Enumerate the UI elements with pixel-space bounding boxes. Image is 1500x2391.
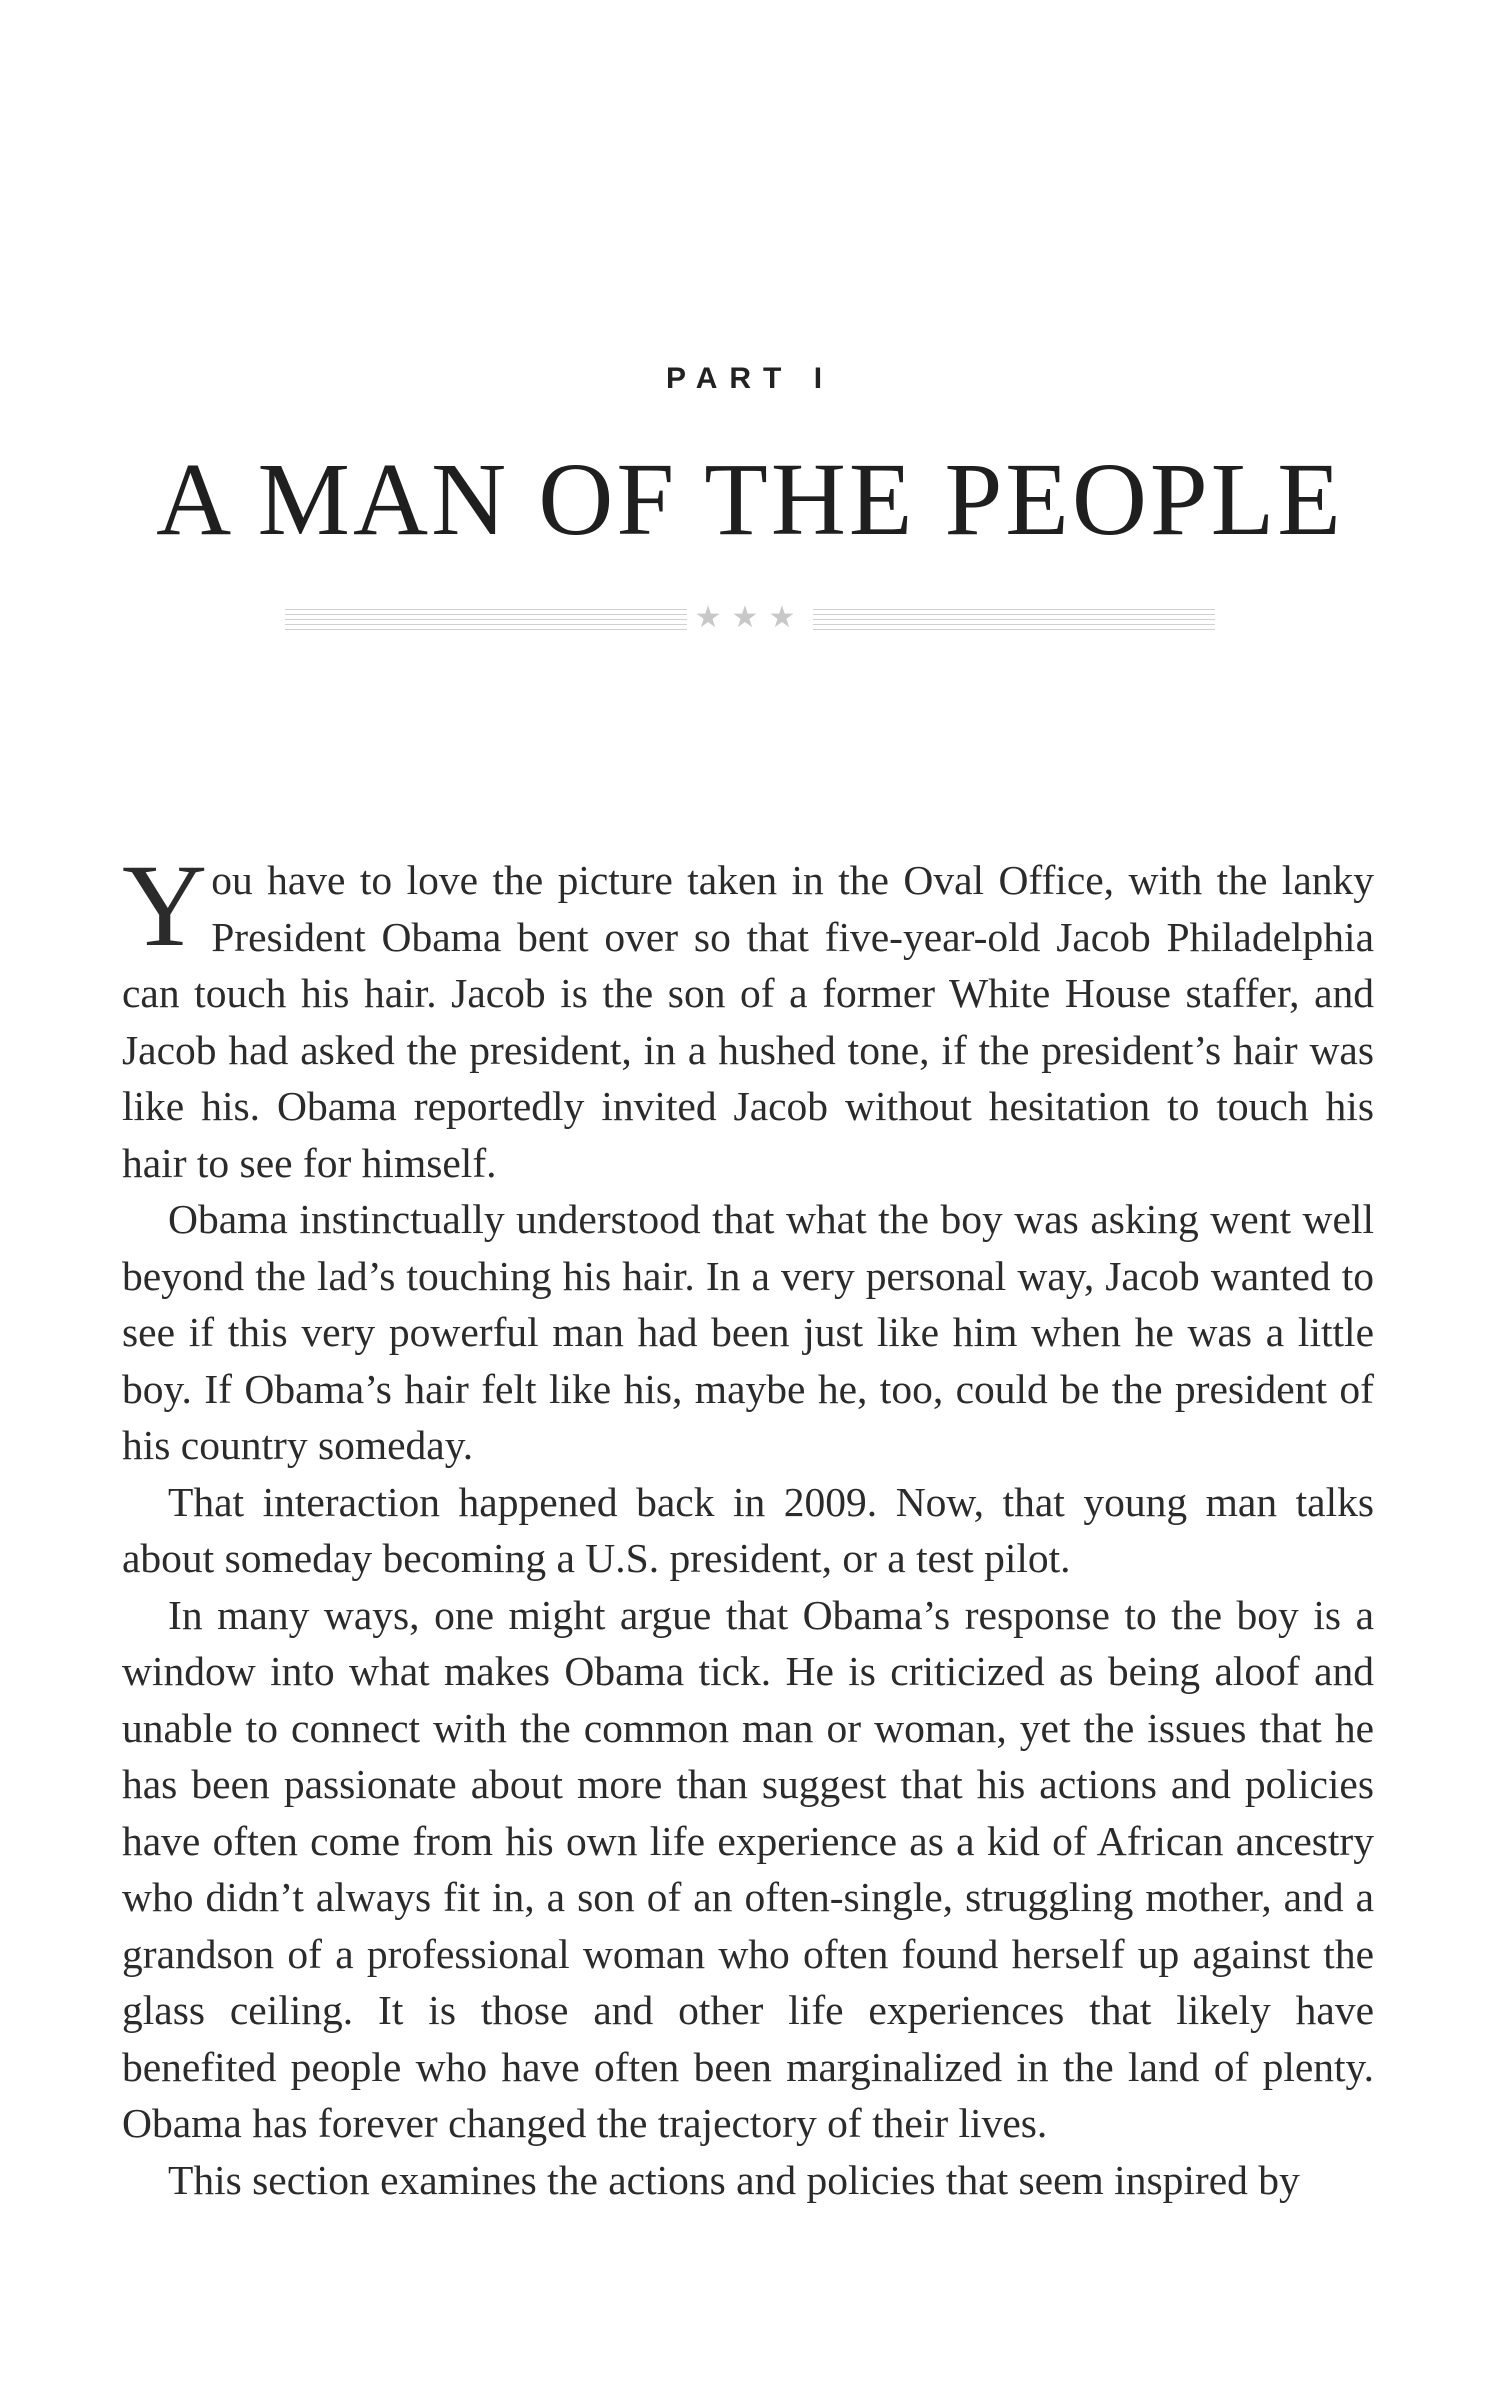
paragraph: Obama instinctually understood that what the boy was asking went well beyond the lad’s touching his hair. In a very personal way, Jacob wanted to see if this very powerful man had been just like him when he was a little boy. If Obama’s hair felt like his, maybe he, too, could be the president of his country someday.: [122, 1196, 1374, 1468]
three-stars-rule-icon: [285, 598, 1215, 638]
paragraph-text: ou have to love the picture taken in the Oval Office, with the lanky President Obama bent over so that five-year-old Jacob Philadelphia can touch his hair. Jacob is the son of a former White House staffer, and Jacob had asked the president, in a hushed tone, if the president’s hair was like his. Obama reportedly invited Jacob without hesitation to touch his hair to see for himself.: [122, 857, 1374, 1186]
paragraph: This section examines the actions and policies that seem inspired by: [168, 2156, 1300, 2203]
part-label: PART I: [665, 362, 835, 395]
part-title: A MAN OF THE PEOPLE: [156, 442, 1344, 557]
drop-cap: Y: [122, 840, 208, 971]
paragraph: That interaction happened back in 2009. Now, that young man talks about someday becoming a U.S. president, or a test pilot.: [122, 1478, 1374, 1581]
body-text: [122, 840, 1374, 2208]
stars-icon: ★★★: [285, 598, 1215, 638]
paragraph: [122, 840, 1374, 1191]
paragraph: In many ways, one might argue that Obama’s response to the boy is a window into what makes Obama tick. He is criticized as being aloof and unable to connect with the common man or woman, yet the issues that he has been passionate about more than suggest that his actions and policies have often come from his own life experience as a kid of African ancestry who didn’t always fit in, a son of an often-single, struggling mother, and a grandson of a professional woman who often found herself up against the glass ceiling. It is those and other life experiences that likely have benefited people who have often been marginalized in the land of plenty. Obama has forever changed the trajectory of their lives.: [122, 1591, 1374, 2146]
